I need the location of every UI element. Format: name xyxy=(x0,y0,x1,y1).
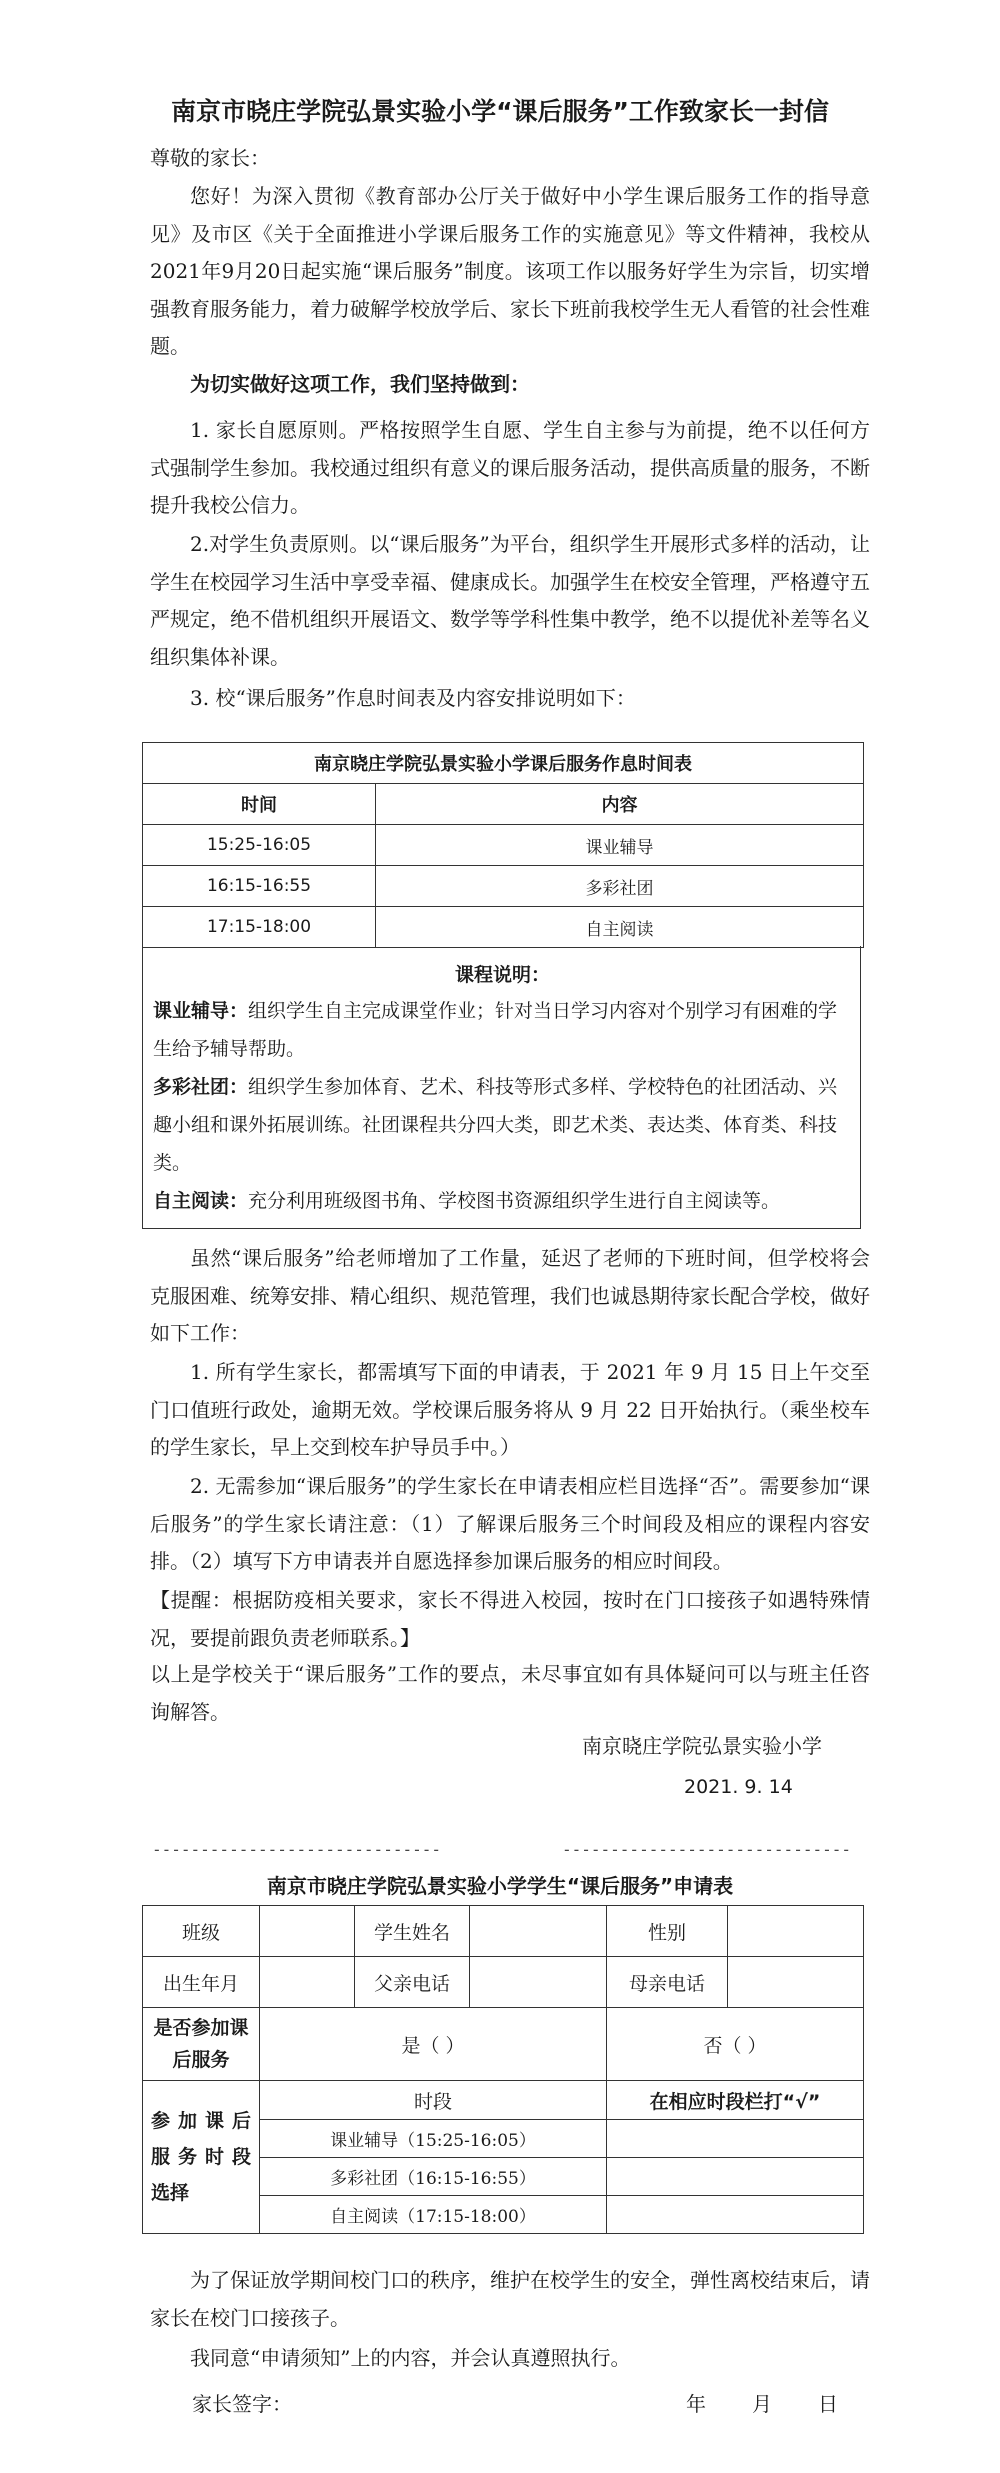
schedule-header-content: 内容 xyxy=(376,784,864,825)
period-tick-cell[interactable] xyxy=(607,2120,864,2158)
body-paragraph-3: 2. 无需参加“课后服务”的学生家长在申请表相应栏目选择“否”。需要参加“课后服务”的学生家长请注意：（1）了解课后服务三个时间段及相应的课程内容安排。（2）填写下方申请表并自愿选择参加课后服务的相应时间段。 xyxy=(150,1474,870,1573)
father-phone-label: 父亲电话 xyxy=(355,1957,470,2008)
school-signature: 南京晓庄学院弘景实验小学 xyxy=(582,1734,822,1758)
class-field[interactable] xyxy=(260,1906,355,1957)
period-label: 参 加 课 后 服 务 时 段 选择 xyxy=(143,2081,260,2234)
application-form xyxy=(142,1905,864,2234)
closing-paragraph: 以上是学校关于“课后服务”工作的要点，未尽事宜如有具体疑问可以与班主任咨询解答。 xyxy=(150,1662,870,1724)
table-row xyxy=(143,907,864,948)
mother-phone-field[interactable] xyxy=(728,1957,864,2008)
table-row xyxy=(143,866,864,907)
student-name-label: 学生姓名 xyxy=(355,1906,470,1957)
form-title: 南京市晓庄学院弘景实验小学学生“课后服务”申请表 xyxy=(266,1874,734,1898)
class-label: 班级 xyxy=(143,1906,260,1957)
student-name-field[interactable] xyxy=(470,1906,607,1957)
period-option: 课业辅导（15:25-16:05） xyxy=(260,2120,607,2158)
letter-title: 南京市晓庄学院弘景实验小学“课后服务”工作致家长一封信 xyxy=(171,97,829,126)
schedule-header-time: 时间 xyxy=(143,784,376,825)
pickup-note: 为了保证放学期间校门口的秩序，维护在校学生的安全，弹性离校结束后，请家长在校门口接孩子。 xyxy=(150,2268,870,2330)
course-explanation-box xyxy=(142,946,861,1229)
course-explanation-item: 课业辅导：组织学生自主完成课堂作业；针对当日学习内容对个别学习有困难的学生给予辅导帮助。 xyxy=(153,1000,838,1060)
date-month-label: 月 xyxy=(752,2392,772,2416)
schedule-content: 自主阅读 xyxy=(376,907,864,948)
gender-field[interactable] xyxy=(728,1906,864,1957)
birth-field[interactable] xyxy=(260,1957,355,2008)
schedule-time: 17:15-18:00 xyxy=(143,907,376,948)
agree-statement: 我同意“申请须知”上的内容，并会认真遵照执行。 xyxy=(190,2346,631,2370)
schedule-content: 多彩社团 xyxy=(376,866,864,907)
course-explanation-title: 课程说明： xyxy=(454,964,550,986)
table-row xyxy=(143,825,864,866)
no-option[interactable]: 否（ ） xyxy=(607,2008,864,2081)
body-paragraph-1: 虽然“课后服务”给老师增加了工作量，延迟了老师的下班时间，但学校将会克服困难、统筹安排、精心组织、规范管理，我们也诚恳期待家长配合学校，做好如下工作： xyxy=(150,1246,870,1345)
letter-date: 2021. 9. 14 xyxy=(684,1776,793,1798)
birth-label: 出生年月 xyxy=(143,1957,260,2008)
mother-phone-label: 母亲电话 xyxy=(607,1957,728,2008)
schedule-table xyxy=(142,742,864,948)
point-1: 1. 家长自愿原则。严格按照学生自愿、学生自主参与为前提，绝不以任何方式强制学生参加。我校通过组织有意义的课后服务活动，提供高质量的服务，不断提升我校公信力。 xyxy=(150,418,870,517)
period-option: 多彩社团（16:15-16:55） xyxy=(260,2158,607,2196)
parent-signature-field[interactable] xyxy=(310,2388,650,2418)
intro-paragraph: 您好！为深入贯彻《教育部办公厅关于做好中小学生课后服务工作的指导意见》及市区《关于全面推进小学课后服务工作的实施意见》等文件精神，我校从2021年9月20日起实施“课后服务”制度。该项工作以服务好学生为宗旨，切实增强教育服务能力，着力破解学校放学后、家长下班前我校学生无人看管的社会性难题。 xyxy=(150,184,870,358)
cut-line-left: ------------------------------ xyxy=(152,1840,441,1859)
yes-option[interactable]: 是（ ） xyxy=(260,2008,607,2081)
schedule-content: 课业辅导 xyxy=(376,825,864,866)
period-tick-cell[interactable] xyxy=(607,2196,864,2234)
period-tick-cell[interactable] xyxy=(607,2158,864,2196)
course-explanation-item: 自主阅读：充分利用班级图书角、学校图书资源组织学生进行自主阅读等。 xyxy=(153,1190,781,1212)
period-header: 时段 xyxy=(260,2081,607,2120)
commit-heading: 为切实做好这项工作，我们坚持做到： xyxy=(190,372,530,396)
point-3: 3. 校“课后服务”作息时间表及内容安排说明如下： xyxy=(190,686,636,710)
tick-header: 在相应时段栏打“√” xyxy=(607,2081,864,2120)
point-2: 2.对学生负责原则。以“课后服务”为平台，组织学生开展形式多样的活动，让学生在校园学习生活中享受幸福、健康成长。加强学生在校安全管理，严格遵守五严规定，绝不借机组织开展语文、数学等学科性集中教学，绝不以提优补差等名义组织集体补课。 xyxy=(150,532,870,669)
reminder: 【提醒：根据防疫相关要求，家长不得进入校园，按时在门口接孩子如遇特殊情况，要提前跟负责老师联系。】 xyxy=(150,1588,870,1650)
schedule-time: 16:15-16:55 xyxy=(143,866,376,907)
date-year-label: 年 xyxy=(686,2392,706,2416)
parent-signature-label: 家长签字： xyxy=(192,2392,292,2416)
join-label: 是否参加课后服务 xyxy=(143,2008,260,2081)
body-paragraph-2: 1. 所有学生家长，都需填写下面的申请表，于 2021 年 9 月 15 日上午交至门口值班行政处，逾期无效。学校课后服务将从 9 月 22 日开始执行。（乘坐校车的学生家长，早上交到校车护导员手中。） xyxy=(150,1360,870,1459)
period-option: 自主阅读（17:15-18:00） xyxy=(260,2196,607,2234)
schedule-title: 南京晓庄学院弘景实验小学课后服务作息时间表 xyxy=(143,743,864,784)
date-day-label: 日 xyxy=(818,2392,838,2416)
cut-line-right: ------------------------------ xyxy=(562,1840,851,1859)
course-explanation-item: 多彩社团：组织学生参加体育、艺术、科技等形式多样、学校特色的社团活动、兴趣小组和课外拓展训练。社团课程共分四大类，即艺术类、表达类、体育类、科技类。 xyxy=(153,1076,838,1174)
father-phone-field[interactable] xyxy=(470,1957,607,2008)
schedule-time: 15:25-16:05 xyxy=(143,825,376,866)
greeting: 尊敬的家长： xyxy=(150,146,270,170)
gender-label: 性别 xyxy=(607,1906,728,1957)
